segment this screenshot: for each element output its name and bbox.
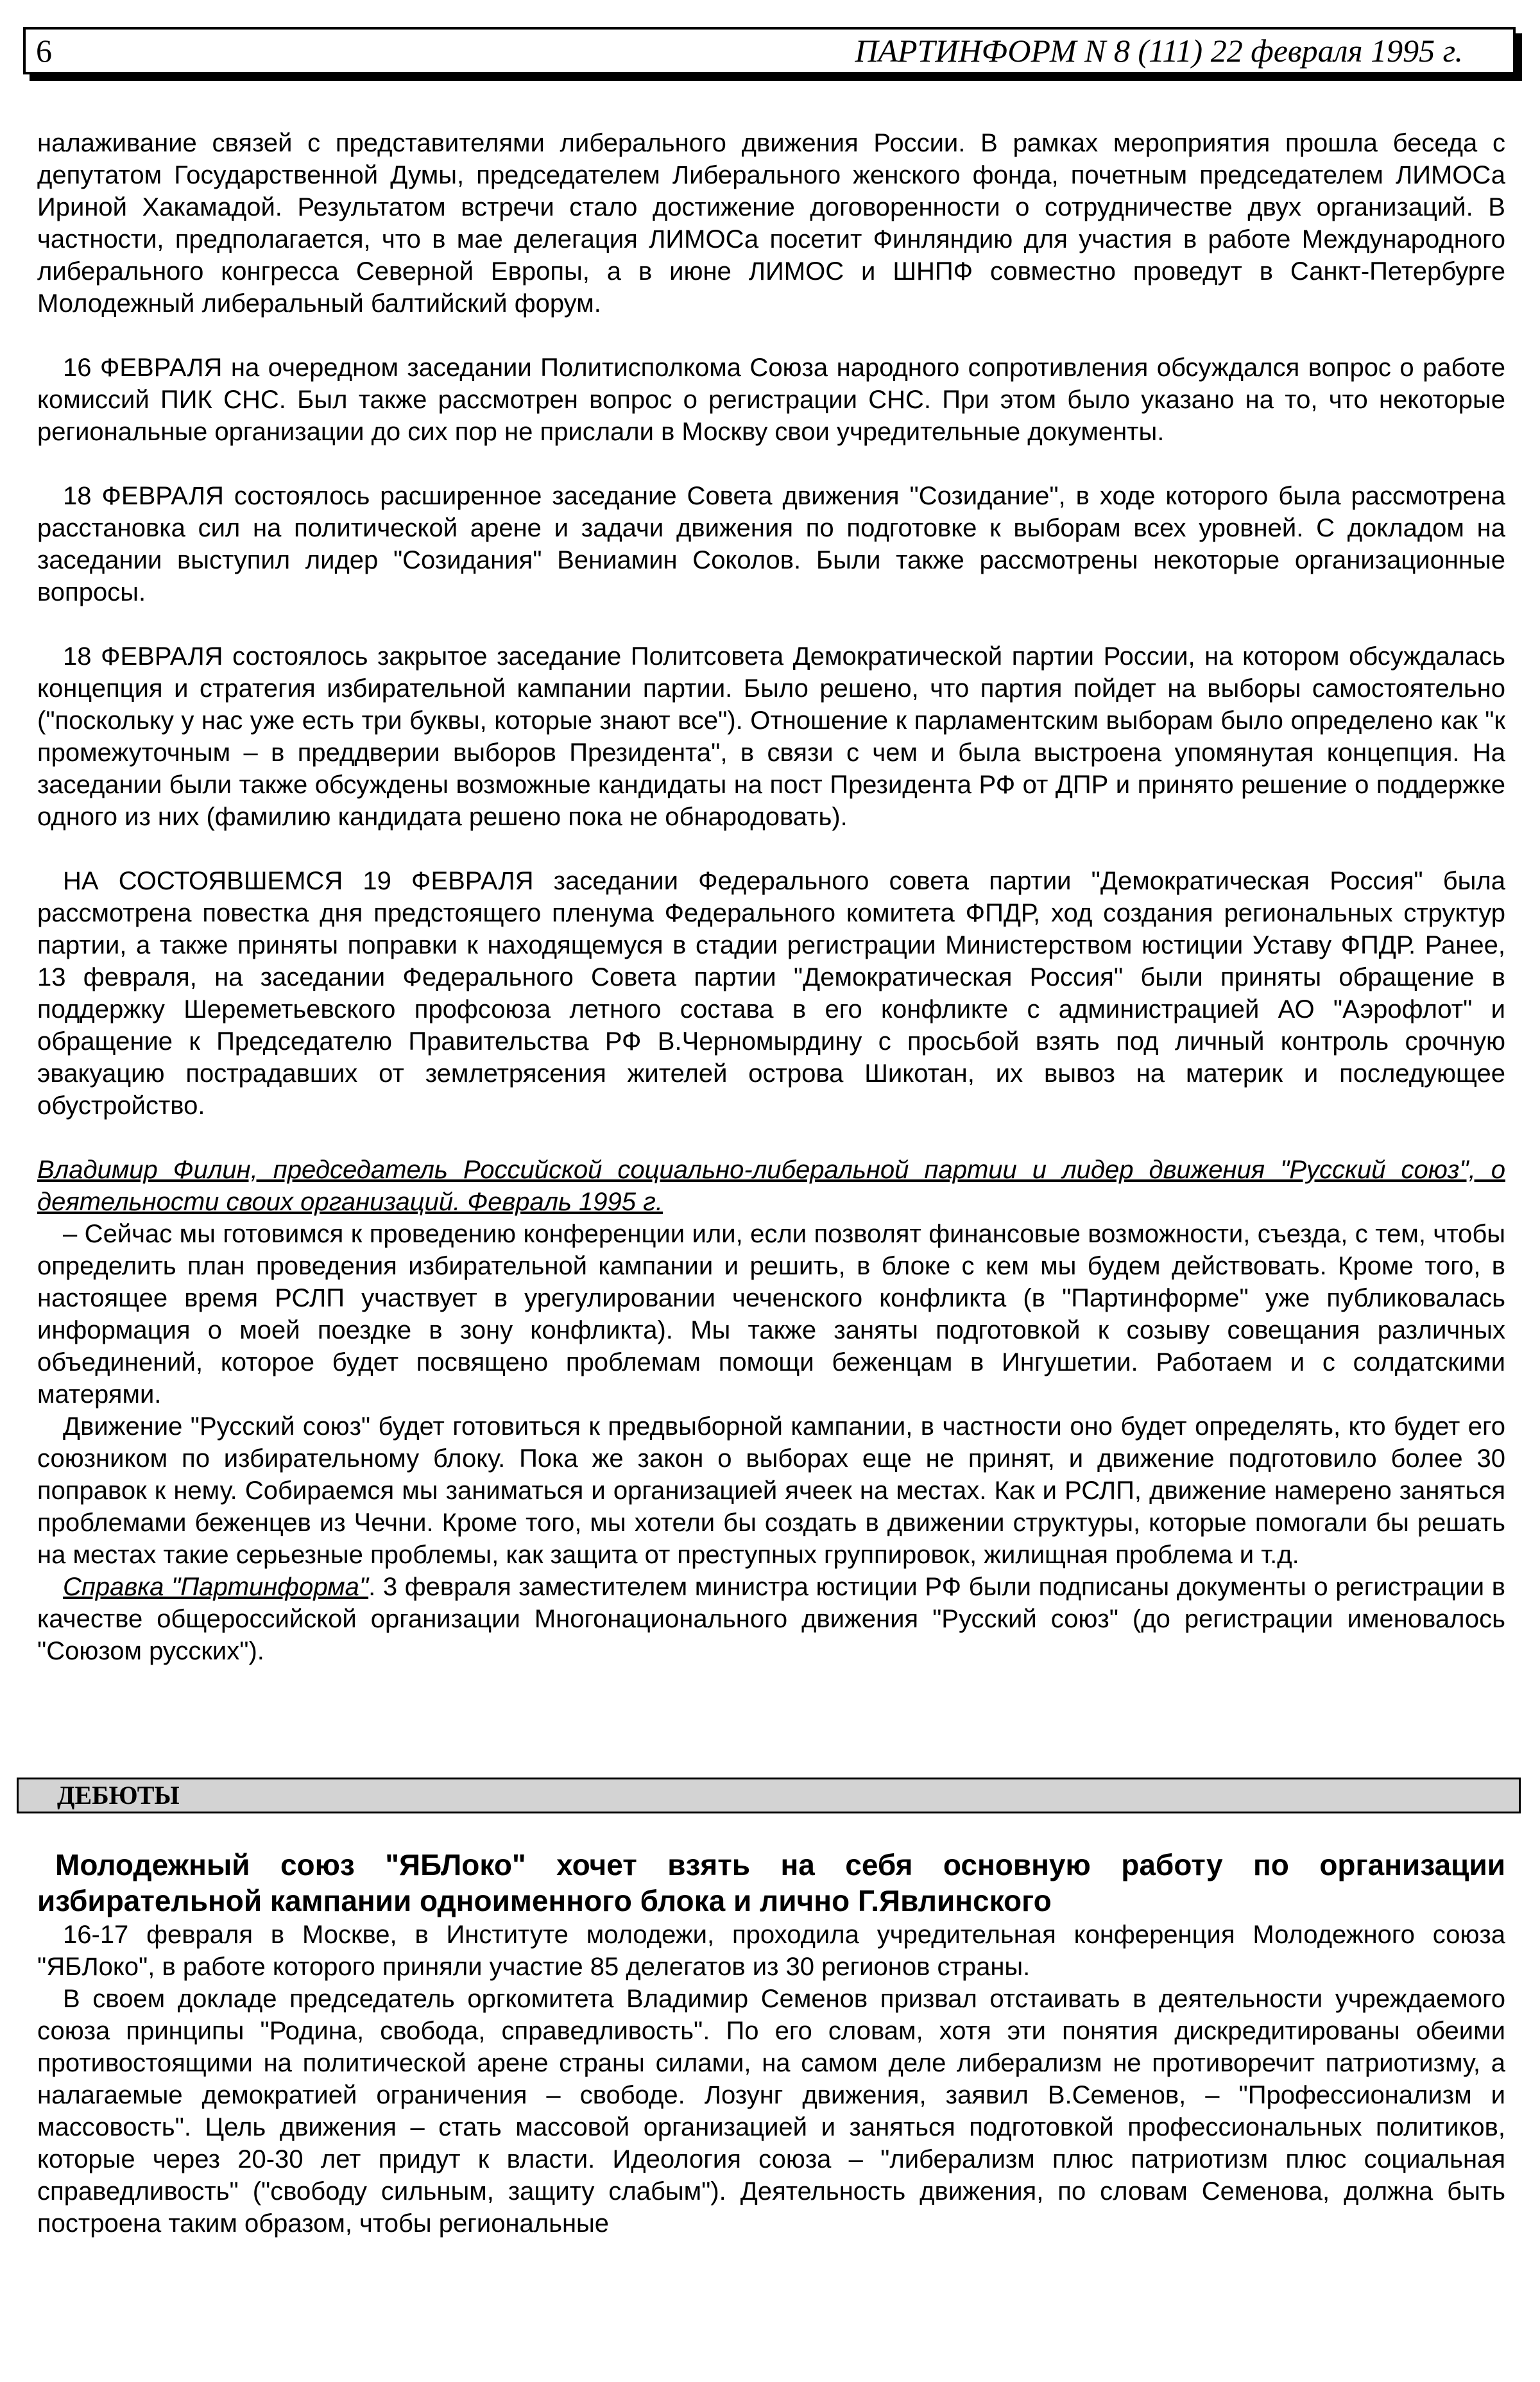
news-paragraph: налаживание связей с представителями либерального движения России. В рамках мероприятия прошла беседа с депутатом Государственной Думы, председателем Либерального женского фонда, почетным председателем ЛИМОСа Ириной Хакамадой. Результатом встречи стало достижение договоренности о сотрудничестве двух организаций. В частности, предполагается, что в мае делегация ЛИМОСа посетит Финляндию для участия в работе Международного либерального конгресса Северной Европы, а в июне ЛИМОС и ШНПФ совместно проведут в Санкт-Петербурге Молодежный либеральный балтийский форум.	[37, 129, 1505, 318]
news-column	[37, 127, 1505, 1667]
section-title: ДЕБЮТЫ	[57, 1781, 180, 1810]
publication-title: ПАРТИНФОРМ N 8 (111) 22 февраля 1995 г.	[855, 33, 1463, 69]
news-paragraph: 18 ФЕВРАЛЯ состоялось расширенное заседание Совета движения "Созидание", в ходе которого была рассмотрена расстановка сил на политической арене и задачи движения по подготовке к выборам всех уровней. С докладом на заседании выступил лидер "Созидания" Вениамин Соколов. Были также рассмотрены некоторые организационные вопросы.	[37, 482, 1505, 606]
page-number: 6	[36, 33, 52, 69]
article-paragraph: 16-17 февраля в Москве, в Институте молодежи, проходила учредительная конференция Молодежного союза "ЯБЛоко", в работе которого приняли участие 85 делегатов из 30 регионов страны.	[37, 1921, 1505, 1981]
article-paragraph: В своем докладе председатель оргкомитета Владимир Семенов призвал отстаивать в деятельности учреждаемого союза принципы "Родина, свобода, справедливость". По его словам, хотя эти понятия дискредитированы обеими противостоящими на политической арене страны силами, на самом деле либерализм не противоречит патриотизму, а налагаемые демократией ограничения – свободе. Лозунг движения, заявил В.Семенов, – "Профессионализм и массовость". Цель движения – стать массовой организацией и заняться подготовкой профессиональных политиков, которые через 20-30 лет придут к власти. Идеология союза – "либерализм плюс патриотизм плюс социальная справедливость" ("свободу сильным, защиту слабым"). Деятельность движения, по словам Семенова, должна быть построена таким образом, чтобы региональные	[37, 1985, 1505, 2238]
page-header	[23, 27, 1516, 74]
news-paragraph: 16 ФЕВРАЛЯ на очередном заседании Политисполкома Союза народного сопротивления обсуждался вопрос о работе комиссий ПИК СНС. Был также рассмотрен вопрос о регистрации СНС. При этом было указано на то, что некоторые региональные организации до сих пор не прислали в Москву свои учредительные документы.	[37, 354, 1505, 446]
news-paragraph: 18 ФЕВРАЛЯ состоялось закрытое заседание Политсовета Демократической партии России, на котором обсуждалась концепция и стратегия избирательной кампании партии. Было решено, что партия пойдет на выборы самостоятельно ("поскольку у нас уже есть три буквы, которые знают все"). Отношение к парламентским выборам было определено как "к промежуточным – в преддверии выборов Президента", в связи с чем и была выстроена упомянутая концепция. На заседании были также обсуждены возможные кандидаты на пост Президента РФ от ДПР и принято решение о поддержке одного из них (фамилию кандидата решено пока не обнародовать).	[37, 642, 1505, 831]
section-header	[17, 1778, 1521, 1813]
article-headline: Молодежный союз "ЯБЛоко" хочет взять на себя основную работу по организации избирательной кампании одноименного блока и лично Г.Явлинского	[37, 1848, 1505, 1917]
reference-label: Справка "Партинформа"	[63, 1573, 369, 1601]
reference-text: . 3 февраля заместителем министра юстиции РФ были подписаны документы о регистрации в качестве общероссийской организации Многонационального движения "Русский союз" (до регистрации именовалось "Союзом русских").	[37, 1573, 1506, 1665]
reference-note	[37, 1571, 1505, 1667]
interview-paragraph: – Сейчас мы готовимся к проведению конференции или, если позволят финансовые возможности, съезда, с тем, чтобы определить план проведения избирательной кампании и решить, в блоке с кем мы будем действовать. Кроме того, в настоящее время РСЛП участвует в урегулировании чеченского конфликта (в "Партинформе" уже публиковалась информация о моей поездке в зону конфликта). Мы также заняты подготовкой к созыву совещания различных объединений, которое будет посвящено проблемам помощи беженцам в Ингушетии. Работаем и с солдатскими матерями.	[37, 1220, 1505, 1409]
article	[37, 1847, 1505, 2240]
interview-credit: Владимир Филин, председатель Российской социально-либеральной партии и лидер движения "Русский союз", о деятельности своих организаций. Февраль 1995 г.	[37, 1156, 1505, 1216]
interview-paragraph: Движение "Русский союз" будет готовиться к предвыборной кампании, в частности оно будет определять, кто будет его союзником по избирательному блоку. Пока же закон о выборах еще не принят, и движение подготовило более 30 поправок к нему. Собираемся мы заниматься и организацией ячеек на местах. Как и РСЛП, движение намерено заняться проблемами беженцев из Чечни. Кроме того, мы хотели бы создать в движении структуры, которые помогали бы решать на местах такие серьезные проблемы, как защита от преступных группировок, жилищная проблема и т.д.	[37, 1412, 1505, 1569]
news-paragraph: НА СОСТОЯВШЕМСЯ 19 ФЕВРАЛЯ заседании Федерального совета партии "Демократическая Россия" была рассмотрена повестка дня предстоящего пленума Федерального комитета ФПДР, ход создания региональных структур партии, а также приняты поправки к находящемуся в стадии регистрации Министерством юстиции Уставу ФПДР. Ранее, 13 февраля, на заседании Федерального Совета партии "Демократическая Россия" были приняты обращение в поддержку Шереметьевского профсоюза летного состава в его конфликте с администрацией АО "Аэрофлот" и обращение к Председателю Правительства РФ В.Черномырдину с просьбой взять под личный контроль срочную эвакуацию пострадавших от землетрясения жителей острова Шикотан, их вывоз на материк и последующее обустройство.	[37, 867, 1505, 1120]
